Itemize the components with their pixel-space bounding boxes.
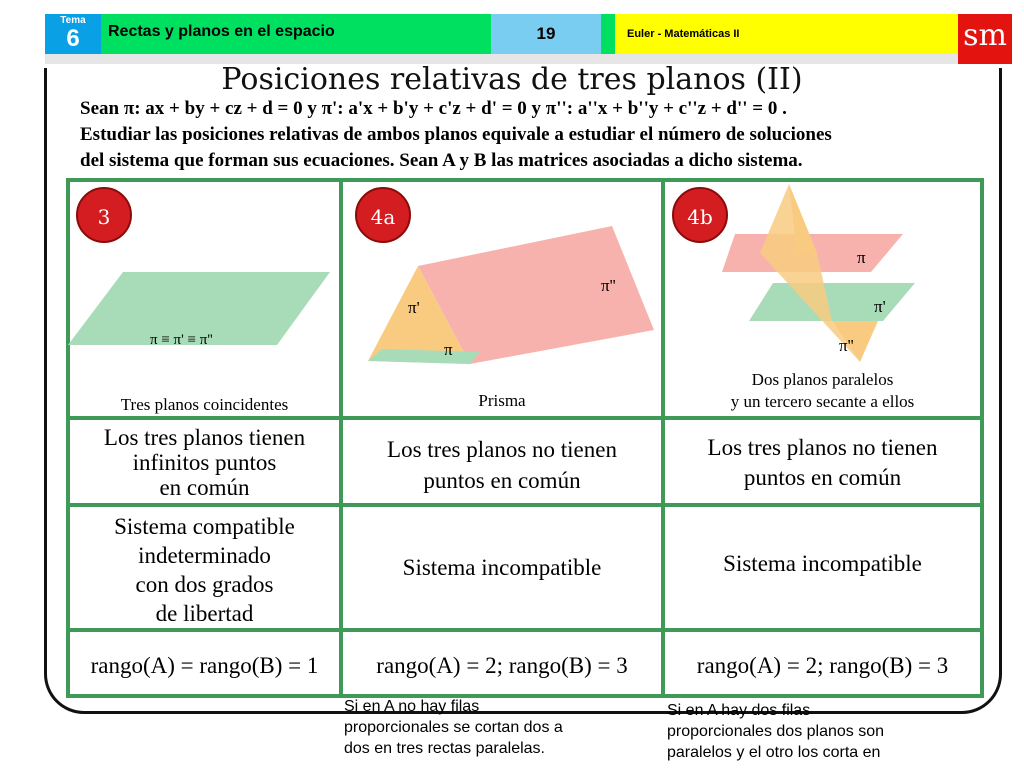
system-cell — [70, 512, 339, 628]
system-line: con dos grados — [135, 572, 274, 597]
plane-label: π — [444, 340, 453, 359]
case-badge: 4b — [672, 187, 728, 243]
plane-label: π — [857, 248, 866, 267]
points-line: en común — [159, 475, 250, 500]
publisher-logo: sm — [958, 14, 1012, 64]
tema-label: Tema — [60, 15, 86, 26]
note-line: dos en tres rectas paralelas. — [344, 740, 545, 757]
note-line: paralelos y el otro los corta en — [667, 744, 881, 761]
points-line: Los tres planos no tienen — [707, 435, 938, 460]
caption-line: y un tercero secante a ellos — [730, 392, 915, 411]
intro-line: Sean π: ax + by + cz + d = 0 y π': a'x + b'y + c'z + d' = 0 y π'': a''x + b''y + c''z + d'' = 0 . — [80, 98, 787, 119]
figure-caption: Prisma — [478, 391, 526, 410]
figure-caption — [665, 369, 980, 413]
intro-line: del sistema que forman sus ecuaciones. Sean A y B las matrices asociadas a dicho sistema. — [80, 150, 803, 171]
system-line: Sistema compatible — [114, 514, 295, 539]
plane-pi-prime-middle — [749, 283, 915, 321]
note-line: Si en A hay dos filas — [667, 702, 811, 719]
points-cell — [70, 425, 339, 500]
plane-label: π'' — [601, 276, 616, 295]
series-title: Euler - Matemáticas II — [615, 14, 1002, 54]
figure-caption: Tres planos coincidentes — [120, 395, 289, 414]
points-cell — [343, 437, 661, 493]
system-cell — [665, 549, 980, 578]
plane-label: π'' — [839, 336, 854, 355]
note-left — [344, 696, 644, 759]
page-title: Posiciones relativas de tres planos (II) — [221, 62, 803, 97]
points-line: Los tres planos no tienen — [387, 437, 617, 462]
points-line: puntos en común — [423, 468, 581, 493]
tema-number: 6 — [66, 25, 80, 52]
points-line: infinitos puntos — [132, 450, 277, 475]
note-right — [667, 700, 987, 763]
system-line: Sistema incompatible — [402, 555, 602, 580]
caption-line: Dos planos paralelos — [751, 370, 894, 389]
case-badge: 4a — [355, 187, 411, 243]
case-badge: 3 — [76, 187, 132, 243]
points-line: Los tres planos tienen — [103, 425, 306, 450]
note-line: proporcionales se cortan dos a — [344, 719, 563, 736]
plane-label: π' — [874, 297, 886, 316]
intro-line: Estudiar las posiciones relativas de ambos planos equivale a estudiar el número de soluciones — [80, 124, 832, 145]
points-line: puntos en común — [743, 465, 902, 490]
points-cell — [665, 435, 980, 490]
chapter-title: Rectas y planos en el espacio — [108, 23, 335, 40]
system-line: de libertad — [155, 601, 254, 626]
rank-cell: rango(A) = rango(B) = 1 — [90, 653, 319, 678]
note-line: Si en A no hay filas — [344, 698, 480, 715]
rank-cell: rango(A) = 2; rango(B) = 3 — [696, 653, 949, 678]
page-number: 19 — [491, 14, 601, 54]
rank-cell: rango(A) = 2; rango(B) = 3 — [376, 653, 628, 678]
system-line: indeterminado — [138, 543, 271, 568]
note-line: proporcionales dos planos son — [667, 723, 885, 740]
plane-label: π' — [408, 298, 420, 317]
system-line: Sistema incompatible — [723, 551, 922, 576]
figure-label: π ≡ π' ≡ π'' — [150, 332, 213, 348]
system-cell — [343, 553, 661, 582]
